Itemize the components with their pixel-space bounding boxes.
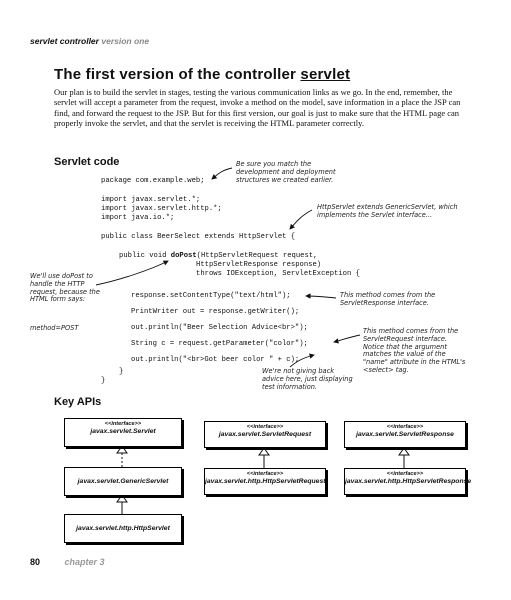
response-stereotype: <<interface>> — [386, 424, 424, 430]
note-response: This method comes from the ServletResponse interface. — [340, 291, 436, 307]
code-param2: HttpServletResponse response) — [196, 261, 322, 269]
code-line-4: String c = request.getParameter("color"); — [131, 340, 308, 348]
code-line-5: out.println("<br>Got beer color " + c); — [131, 356, 300, 364]
title-prefix: The first version of the controller — [54, 66, 301, 83]
code-import-2: import javax.servlet.http.*; — [101, 205, 222, 213]
code-method-name: doPost — [170, 252, 197, 260]
http-servlet-name: javax.servlet.http.HttpServlet — [76, 525, 170, 532]
page-footer — [30, 557, 105, 567]
generic-servlet-name: javax.servlet.GenericServlet — [77, 478, 169, 485]
code-line-3: out.println("Beer Selection Advice<br>"); — [131, 324, 308, 332]
uml-http-servlet — [64, 514, 182, 543]
key-apis-heading: Key APIs — [54, 396, 102, 408]
title-underlined: servlet — [300, 66, 351, 83]
page-number: 80 — [30, 557, 41, 567]
uml-servlet-request — [204, 421, 326, 448]
servlet-stereotype: <<interface>> — [104, 421, 142, 427]
header-version: version one — [101, 36, 150, 46]
uml-servlet — [64, 418, 182, 447]
servlet-name: javax.servlet.Servlet — [90, 428, 156, 435]
uml-http-servlet-request — [204, 468, 326, 495]
chapter-label: chapter 3 — [64, 557, 105, 567]
uml-generic-servlet — [64, 467, 182, 496]
code-close-method: } — [119, 368, 124, 376]
intro-paragraph: Our plan is to build the servlet in stages, testing the various communication links as we go. In the end, remember, the servlet will accept a parameter from the request, invoke a method on the model, save information in a place the JSP can find, and forward the request to the JSP. But for this first version, our goal is just to make sure that the HTML page can properly invoke the servlet, and that the servlet is receiving the HTML parameter correctly. — [54, 87, 461, 129]
code-throws: throws IOException, ServletException { — [196, 270, 360, 278]
note-method-post: method=POST — [30, 324, 79, 332]
header-title: servlet controller — [30, 36, 99, 46]
code-package: package com.example.web; — [101, 177, 205, 185]
servlet-code-heading: Servlet code — [54, 156, 120, 168]
servlet-request-name: javax.servlet.ServletRequest — [218, 431, 312, 438]
uml-servlet-response — [344, 421, 466, 448]
note-dopost: We'll use doPost to handle the HTTP request, because the HTML form says: — [30, 272, 100, 304]
note-request: This method comes from the ServletRequest interface. Notice that the argument matches the value of the "name" attribute in the HTML's <select> tag. — [363, 327, 466, 374]
code-line-2: PrintWriter out = response.getWriter(); — [131, 308, 300, 316]
code-close-class: } — [101, 377, 106, 385]
note-httpservlet: HttpServlet extends GenericServlet, which implements the Servlet interface... — [317, 203, 458, 219]
http-servlet-request-name: javax.servlet.http.HttpServletRequest — [205, 478, 326, 485]
http-request-stereotype: <<interface>> — [246, 471, 284, 477]
code-line-1: response.setContentType("text/html"); — [131, 292, 291, 300]
http-response-stereotype: <<interface>> — [386, 471, 424, 477]
servlet-response-name: javax.servlet.ServletResponse — [356, 431, 454, 438]
http-servlet-response-name: javax.servlet.http.HttpServletResponse — [345, 478, 472, 485]
uml-http-servlet-response — [344, 468, 472, 495]
code-class-decl: public class BeerSelect extends HttpServlet { — [101, 233, 296, 241]
note-no-advice: We're not giving back advice here, just displaying test information. — [262, 367, 353, 391]
note-structure: Be sure you match the development and deployment structures we created earlier. — [236, 160, 336, 184]
code-method-post: (HttpServletRequest request, — [196, 252, 318, 260]
code-import-1: import javax.servlet.*; — [101, 196, 201, 204]
code-import-3: import java.io.*; — [101, 214, 175, 222]
code-method-pre: public void — [119, 252, 171, 260]
request-stereotype: <<interface>> — [246, 424, 284, 430]
